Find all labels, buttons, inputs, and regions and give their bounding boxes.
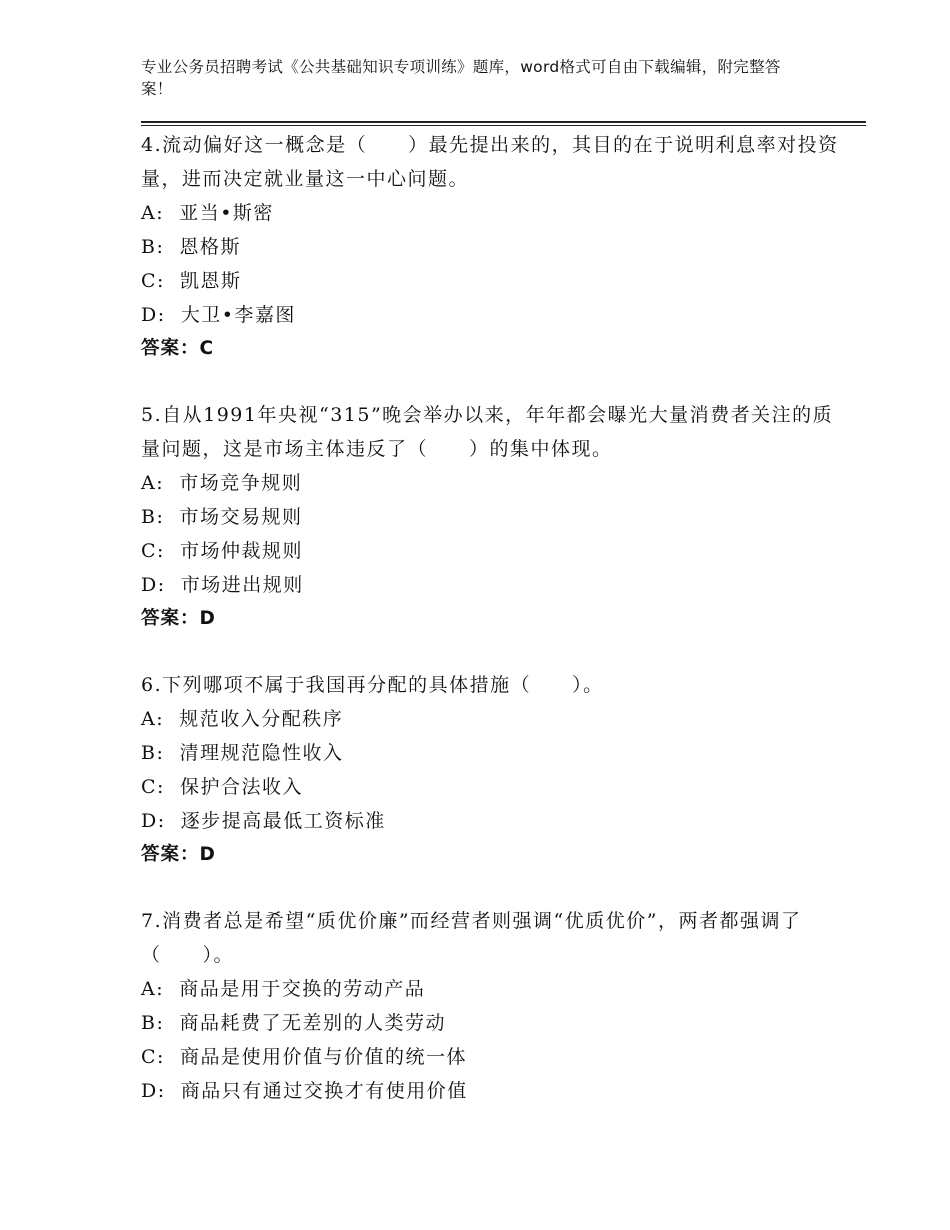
header-divider-thin [141,125,866,126]
question-6 [141,668,841,872]
answer-line: 答案：D [141,844,216,865]
question-stem: 4.流动偏好这一概念是（ ）最先提出来的，其目的在于说明利息率对投资量，进而决定就业量这一中心问题。 [141,134,839,190]
answer-line: 答案：D [141,608,216,629]
option-a: A: 规范收入分配秩序 [141,708,344,730]
option-b: B: 市场交易规则 [141,506,303,528]
answer-line: 答案：C [141,338,215,359]
question-7 [141,904,841,1108]
option-d: D: 市场进出规则 [141,574,304,596]
option-c: C: 市场仲裁规则 [141,540,304,562]
option-b: B: 商品耗费了无差别的人类劳动 [141,1012,446,1034]
document-header: 专业公务员招聘考试《公共基础知识专项训练》题库，word格式可自由下载编辑，附完整答案！ [141,58,781,98]
header-divider-thick [141,121,866,123]
question-4 [141,128,841,366]
option-d: D: 大卫•李嘉图 [141,304,296,326]
option-a: A: 亚当•斯密 [141,202,274,224]
question-stem: 7.消费者总是希望“质优价廉”而经营者则强调“优质优价”，两者都强调了（ ）。 [141,910,802,966]
question-stem: 5.自从1991年央视“315”晚会举办以来，年年都会曝光大量消费者关注的质量问题，这是市场主体违反了（ ）的集中体现。 [141,404,834,460]
question-stem: 6.下列哪项不属于我国再分配的具体措施（ ）。 [141,674,604,696]
question-5 [141,398,841,636]
option-d: D: 商品只有通过交换才有使用价值 [141,1080,468,1102]
option-a: A: 市场竞争规则 [141,472,303,494]
question-list [141,128,841,1140]
option-c: C: 凯恩斯 [141,270,242,292]
option-b: B: 清理规范隐性收入 [141,742,344,764]
option-a: A: 商品是用于交换的劳动产品 [141,978,426,1000]
option-d: D: 逐步提高最低工资标准 [141,810,386,832]
option-b: B: 恩格斯 [141,236,241,258]
option-c: C: 保护合法收入 [141,776,304,798]
option-c: C: 商品是使用价值与价值的统一体 [141,1046,468,1068]
